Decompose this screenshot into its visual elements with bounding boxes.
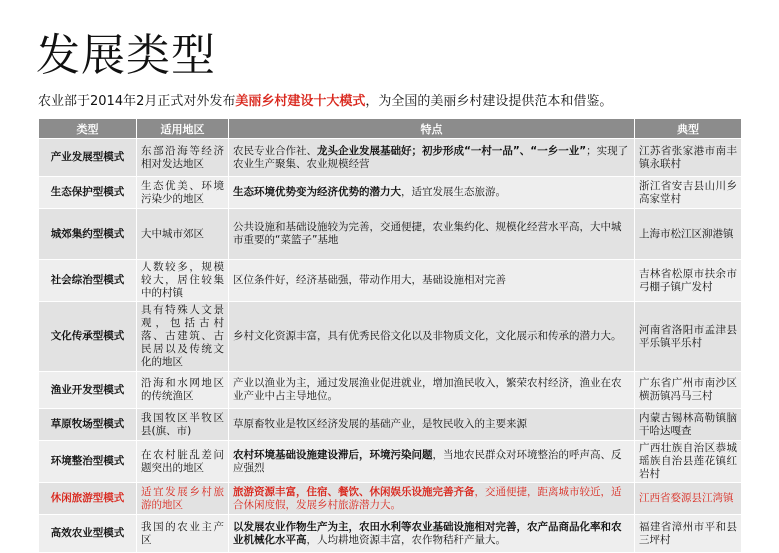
table-row xyxy=(39,483,742,515)
header-example: 典型 xyxy=(635,119,742,139)
cell-feature xyxy=(229,372,635,409)
header-feature: 特点 xyxy=(229,119,635,139)
feature-text: 草原畜牧业是牧区经济发展的基础产业，是牧民收入的主要来源 xyxy=(233,418,527,430)
subtitle-highlight: 美丽乡村建设十大模式 xyxy=(235,94,366,109)
table-row xyxy=(39,260,742,302)
table-row xyxy=(39,441,742,483)
cell-area: 具有特殊人文景观，包括古村落、古建筑、古民居以及传统文化的地区 xyxy=(137,302,229,372)
cell-example: 江苏省张家港市南丰镇永联村 xyxy=(635,139,742,177)
feature-text: ，适宜发展生态旅游。 xyxy=(401,186,506,198)
cell-type: 社会综治型模式 xyxy=(39,260,137,302)
feature-emphasis: 生态环境优势变为经济优势的潜力大 xyxy=(233,186,401,198)
cell-area: 我国牧区半牧区县(旗、市) xyxy=(137,409,229,441)
cell-feature xyxy=(229,260,635,302)
cell-feature xyxy=(229,177,635,209)
table-row xyxy=(39,409,742,441)
feature-text: ，人均耕地资源丰富，农作物秸秆产量大。 xyxy=(306,533,506,546)
cell-area: 在农村脏乱差问题突出的地区 xyxy=(137,441,229,483)
header-type: 类型 xyxy=(39,119,137,139)
cell-example: 上海市松江区泖港镇 xyxy=(635,209,742,260)
table-header-row xyxy=(39,119,742,139)
feature-text: 产业以渔业为主，通过发展渔业促进就业，增加渔民收入，繁荣农村经济，渔业在农业产业中占主导地位。 xyxy=(233,377,622,402)
feature-text: ，交通便捷，距离城市较近，适合休闲度假，发展乡村旅游潜力大。 xyxy=(233,485,622,511)
subtitle-lead: 农业部于2014年2月正式对外发布 xyxy=(38,94,236,109)
cell-example: 广西壮族自治区恭城瑶族自治县莲花镇红岩村 xyxy=(635,441,742,483)
cell-example: 江西省婺源县江湾镇 xyxy=(635,483,742,515)
cell-example: 河南省洛阳市孟津县平乐镇平乐村 xyxy=(635,302,742,372)
feature-text: 农民专业合作社、 xyxy=(233,144,317,157)
table-body xyxy=(39,139,742,553)
cell-example: 内蒙古锡林高勒镇脑干哈达嘎查 xyxy=(635,409,742,441)
feature-emphasis: 以发展农业作物生产为主，农田水利等农业基础设施相对完善，农产品商品化率和农业机械化水平高 xyxy=(233,520,622,546)
feature-text: 乡村文化资源丰富，具有优秀民俗文化以及非物质文化，文化展示和传承的潜力大。 xyxy=(233,330,622,342)
feature-emphasis: 农村环境基础设施建设滞后，环境污染问题 xyxy=(233,448,433,461)
feature-text: 区位条件好，经济基础强，带动作用大，基础设施相对完善 xyxy=(233,274,506,286)
table-row xyxy=(39,372,742,409)
cell-area: 沿海和水网地区的传统渔区 xyxy=(137,372,229,409)
cell-type: 环境整治型模式 xyxy=(39,441,137,483)
subtitle-tail: ，为全国的美丽乡村建设提供范本和借鉴。 xyxy=(365,94,613,109)
cell-area: 生态优美、环境污染少的地区 xyxy=(137,177,229,209)
cell-feature xyxy=(229,515,635,553)
cell-area: 大中城市郊区 xyxy=(137,209,229,260)
cell-feature xyxy=(229,441,635,483)
cell-example: 浙江省安吉县山川乡高家堂村 xyxy=(635,177,742,209)
table-row xyxy=(39,177,742,209)
table-row xyxy=(39,302,742,372)
table-row xyxy=(39,515,742,553)
cell-example: 广东省广州市南沙区横沥镇冯马三村 xyxy=(635,372,742,409)
feature-text: ，当地农民群众对环境整治的呼声高、反应强烈 xyxy=(233,448,622,474)
cell-type: 草原牧场型模式 xyxy=(39,409,137,441)
subtitle xyxy=(38,93,612,111)
cell-type: 产业发展型模式 xyxy=(39,139,137,177)
feature-text: ；实现了农业生产聚集、农业规模经营 xyxy=(233,144,629,170)
cell-type: 休闲旅游型模式 xyxy=(39,483,137,515)
cell-area: 人数较多，规模较大，居住较集中的村镇 xyxy=(137,260,229,302)
header-area: 适用地区 xyxy=(137,119,229,139)
feature-text: 公共设施和基础设施较为完善，交通便捷，农业集约化、规模化经营水平高，大中城市重要的“菜篮子”基地 xyxy=(233,221,622,246)
cell-feature xyxy=(229,483,635,515)
cell-type: 城郊集约型模式 xyxy=(39,209,137,260)
cell-feature xyxy=(229,209,635,260)
cell-area: 适宜发展乡村旅游的地区 xyxy=(137,483,229,515)
cell-type: 生态保护型模式 xyxy=(39,177,137,209)
table-row xyxy=(39,209,742,260)
development-types-table xyxy=(38,118,742,553)
feature-emphasis: 旅游资源丰富，住宿、餐饮、休闲娱乐设施完善齐备 xyxy=(233,485,475,498)
feature-emphasis: 龙头企业发展基础好；初步形成“一村一品”、“一乡一业” xyxy=(317,144,587,157)
cell-feature xyxy=(229,409,635,441)
cell-feature xyxy=(229,139,635,177)
cell-example: 吉林省松原市扶余市弓棚子镇广发村 xyxy=(635,260,742,302)
cell-area: 东部沿海等经济相对发达地区 xyxy=(137,139,229,177)
cell-type: 渔业开发型模式 xyxy=(39,372,137,409)
cell-type: 文化传承型模式 xyxy=(39,302,137,372)
cell-feature xyxy=(229,302,635,372)
page-title: 发展类型 xyxy=(36,30,216,81)
cell-type: 高效农业型模式 xyxy=(39,515,137,553)
cell-area: 我国的农业主产区 xyxy=(137,515,229,553)
cell-example: 福建省漳州市平和县三坪村 xyxy=(635,515,742,553)
table-row xyxy=(39,139,742,177)
